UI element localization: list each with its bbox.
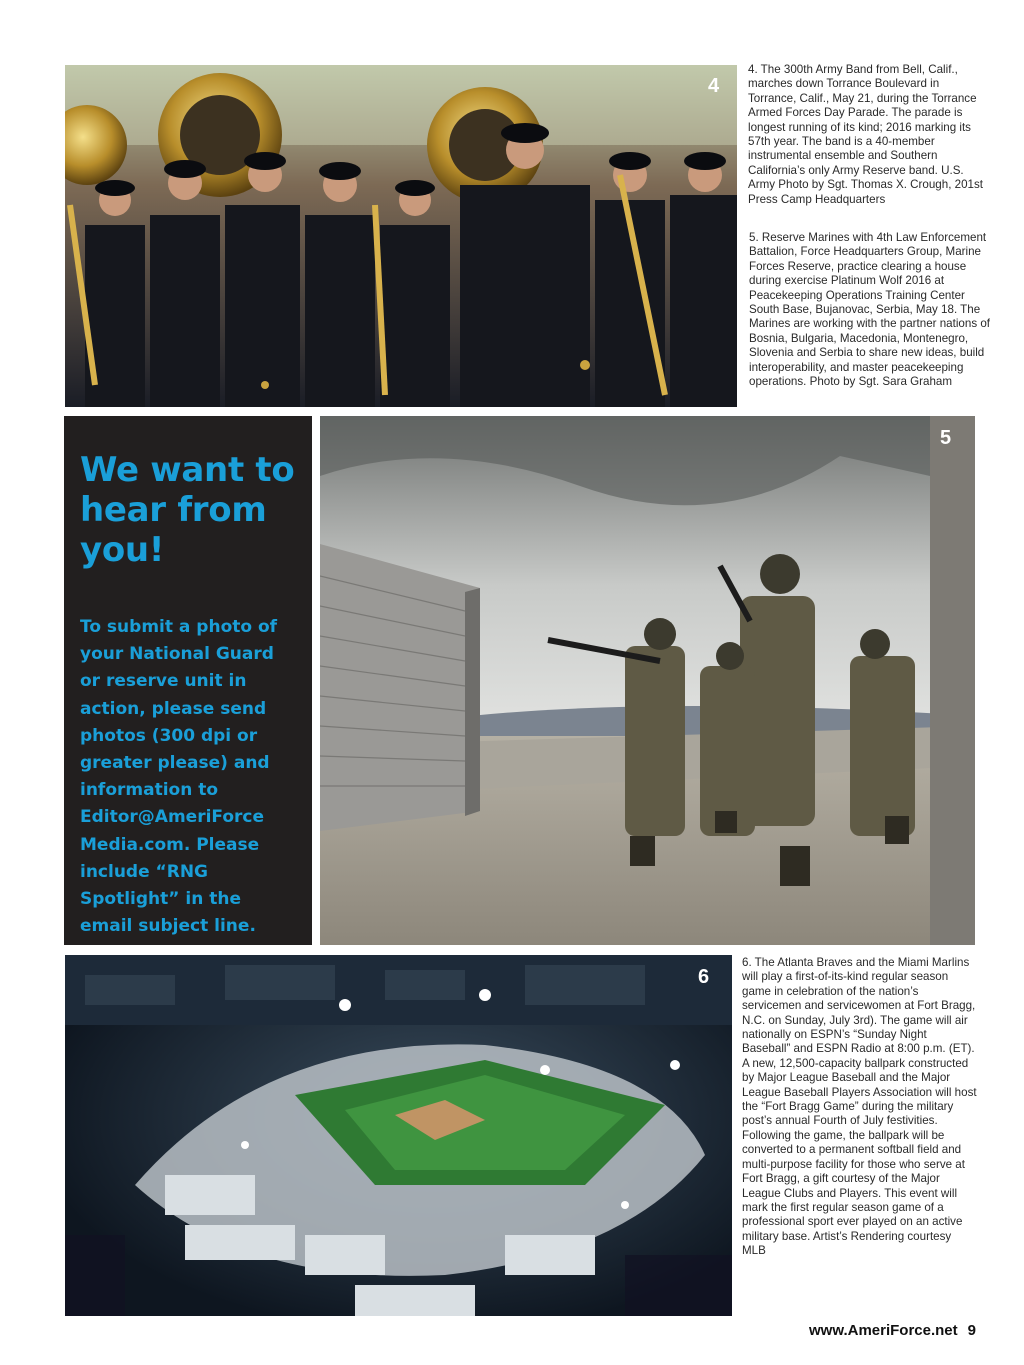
page-number: 9 (967, 1322, 976, 1339)
promo-heading: We want to hear from you! (80, 450, 295, 570)
caption-photo-6: 6. The Atlanta Braves and the Miami Marlins will play a first-of-its-kind regular season game in celebration of the nation’s servicemen and servicewomen at Fort Bragg, N.C. on Sunday, July 3rd). The game will air nationally on ESPN’s “Sunday Night Baseball” and ESPN Radio at 8:00 p.m. (ET). A new, 12,500-capacity ballpark constructed by Major League Baseball and the Major League Baseball Players Association will host the “Fort Bragg Game” during the military post’s annual Fourth of July festivities. Following the game, the ballpark will be converted to a permanent softball field and multi-purpose facility for those who serve at Fort Bragg, a gift courtesy of the Major League Clubs and Players. This event will mark the first regular season game of a professional sport ever played on an active military base. Artist’s Rendering courtesy MLB (742, 956, 977, 1258)
submission-promo-box (64, 416, 312, 945)
footer-site-link[interactable]: www.AmeriForce.net (809, 1322, 958, 1339)
caption-photo-5: 5. Reserve Marines with 4th Law Enforcement Battalion, Force Headquarters Group, Marine Forces Reserve, practice clearing a house during exercise Platinum Wolf 2016 at Peacekeeping Operations Training Center South Base, Bujanovac, Serbia, May 18. The Marines are working with the partner nations of Bosnia, Bulgaria, Macedonia, Montenegro, Slovenia and Serbia to share new ideas, build interoperability, and master peacekeeping operations. Photo by Sgt. Sara Graham (749, 231, 991, 389)
photo-army-band (65, 65, 737, 407)
photo-number-4: 4 (708, 75, 720, 97)
photo-number-5: 5 (940, 427, 952, 449)
photo-ballpark-rendering (65, 955, 732, 1316)
photo-number-6: 6 (698, 966, 710, 988)
page-footer (809, 1322, 976, 1339)
promo-body: To submit a photo of your National Guard or reserve unit in action, please send photos (300 dpi or greater please) and information to Editor@AmeriForce Media.com. Please include “RNG Spotlight” in the email subject line. (80, 617, 278, 937)
caption-photo-4: 4. The 300th Army Band from Bell, Calif., marches down Torrance Boulevard in Torrance, Calif., May 21, during the Torrance Armed Forces Day Parade. The parade is longest running of its kind; 2016 marking its 57th year. The band is a 40-member instrumental ensemble and Southern California’s only Army Reserve band. U.S. Army Photo by Sgt. Thomas X. Crough, 201st Press Camp Headquarters (748, 63, 983, 206)
photo-marines-exercise (320, 416, 975, 945)
